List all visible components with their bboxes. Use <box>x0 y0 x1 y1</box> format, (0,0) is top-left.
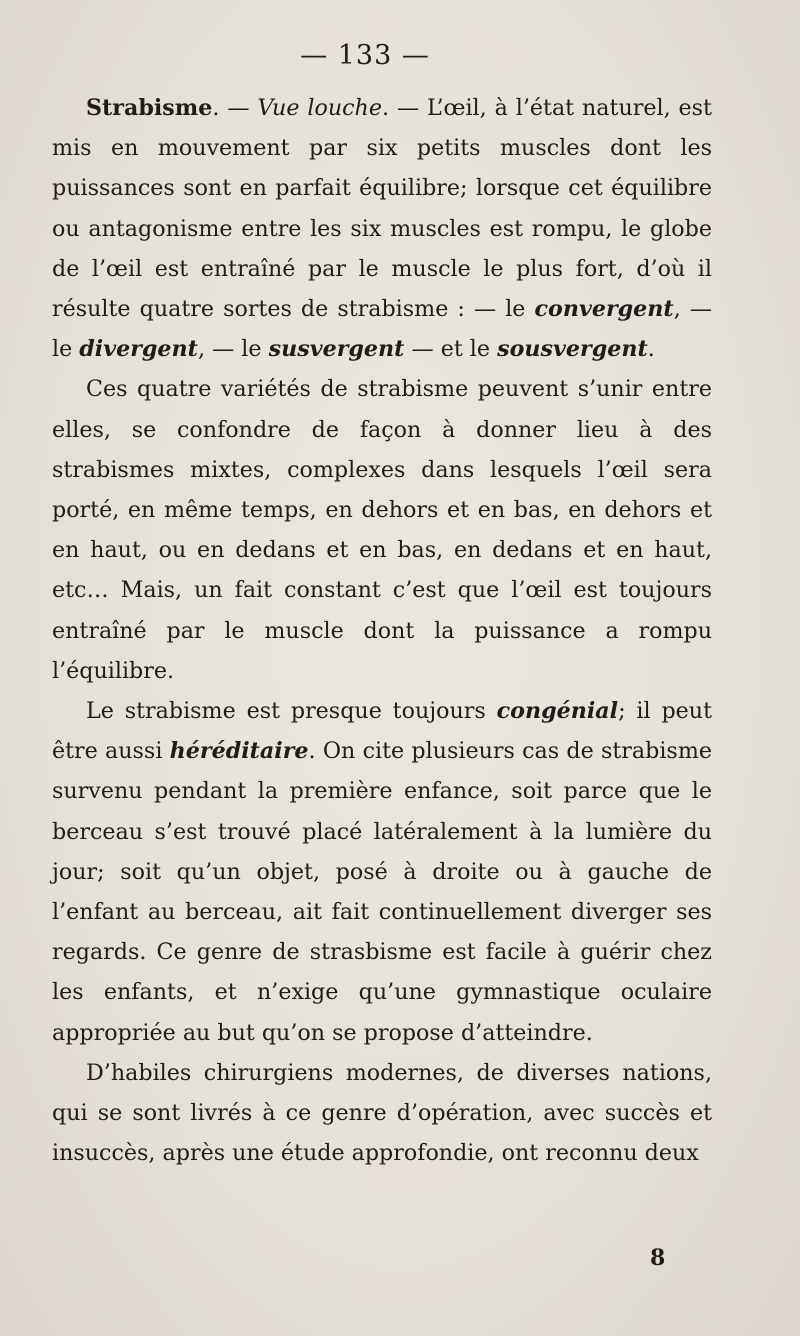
entry-term: Strabisme <box>86 95 213 121</box>
text-run: , — le <box>52 296 713 363</box>
text-run: . — <box>212 95 258 121</box>
strabisme-type-sousvergent: sousvergent <box>497 336 648 363</box>
entry-synonym: Vue louche <box>257 95 382 121</box>
text-run: — et le <box>404 336 498 363</box>
paragraph-varieties: Ces quatre variétés de strabisme peuvent s’unir entre elles, se confondre de façon à donner lieu à des strabismes mixtes, complexes dans lesquels l’œil sera porté, en même temps, en dehors et en bas, en dehors et en haut, ou en dedans et en bas, en dedans et en haut, etc… Mais, un fait constant c’est que l’œil est toujours entraîné par le muscle dont la puissance a rompu l’équilibre. <box>52 376 712 684</box>
strabisme-type-susvergent: susvergent <box>268 336 405 363</box>
term-hereditaire: héréditaire <box>169 738 309 765</box>
paragraph-causes <box>52 691 712 1053</box>
text-run: . On cite plusieurs cas de strabisme survenu pendant la première enfance, soit parce que le berceau s’est trouvé placé latéralement à la lumière du jour; soit qu’un objet, posé à droite ou à gauche de l’enfant au berceau, ait fait continuellement diverger ses regards. Ce genre de strasbisme est facile à guérir chez les enfants, et n’exige qu’une gymnastique oculaire appropriée au but qu’on se propose d’atteindre. <box>52 738 712 1046</box>
paragraph-strabisme-definition <box>52 88 712 369</box>
strabisme-type-convergent: convergent <box>534 296 674 323</box>
text-run: ; il peut être aussi <box>52 698 713 765</box>
signature-mark: 8 <box>650 1245 666 1271</box>
paragraph-surgeons: D’habiles chirurgiens modernes, de diverses nations, qui se sont livrés à ce genre d’opération, avec succès et insuccès, après une étude approfondie, ont reconnu deux <box>52 1059 712 1167</box>
body-text <box>52 88 712 1173</box>
text-run: Le strabisme est presque toujours <box>86 698 497 725</box>
page-number: — 133 — <box>300 40 430 71</box>
strabisme-type-divergent: divergent <box>79 336 198 363</box>
text-run: , — le <box>197 336 269 363</box>
text-run: . <box>647 336 655 363</box>
text-run: . — L’œil, à l’état naturel, est mis en mouvement par six petits muscles dont les puissances sont en parfait équilibre; lorsque cet équilibre ou antagonisme entre les six muscles est rompu, le globe de l’œil est entraîné par le muscle le plus fort, d’où il résulte quatre sortes de strabisme : — le <box>52 95 712 323</box>
term-congenial: congénial <box>496 698 619 725</box>
